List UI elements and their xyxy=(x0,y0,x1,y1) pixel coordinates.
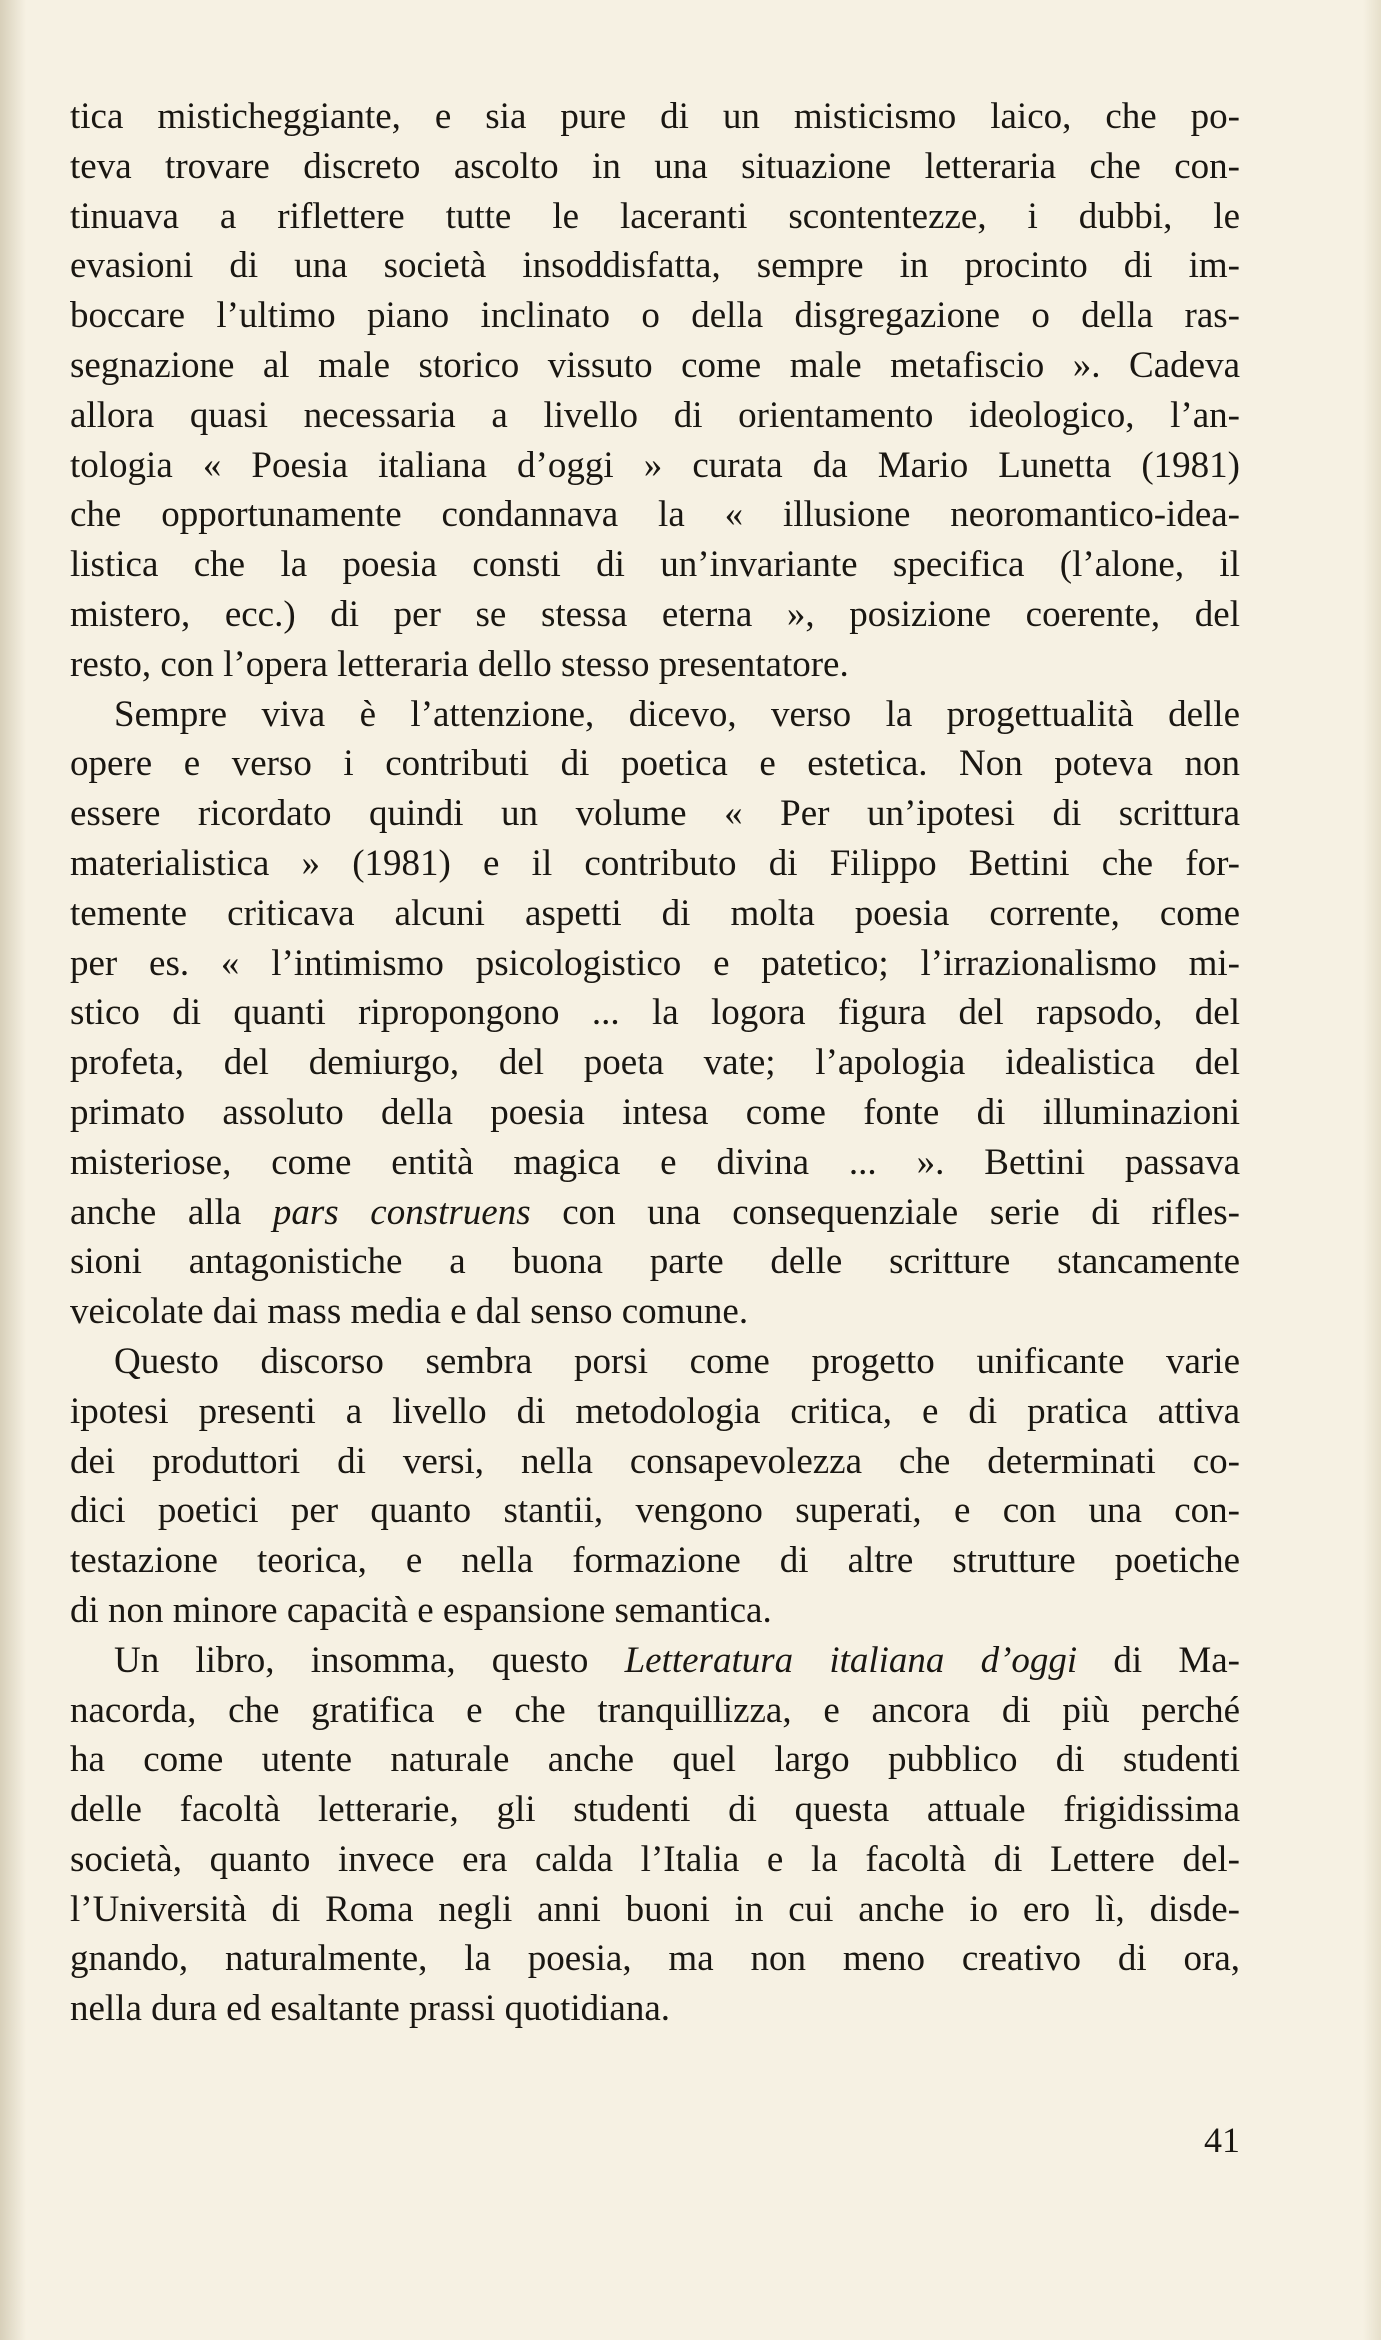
text-line: resto, con l’opera letteraria dello stesso presentatore. xyxy=(70,643,849,685)
text-line: che opportunamente condannava la « illusione neoromantico-idea- xyxy=(70,494,1240,536)
text-line: tica misticheggiante, e sia pure di un misticismo laico, che po- xyxy=(70,96,1240,137)
text-line xyxy=(70,1188,1240,1238)
text-line: teva trovare discreto ascolto in una situazione letteraria che con- xyxy=(70,145,1240,187)
text-line: stico di quanti ripropongono ... la logora figura del rapsodo, del xyxy=(70,992,1240,1034)
italic-term: pars construens xyxy=(272,1191,531,1233)
text-line xyxy=(70,1636,1240,1686)
text-line: dici poetici per quanto stantii, vengono superati, e con una con- xyxy=(70,1490,1240,1532)
text-line: evasioni di una società insoddisfatta, sempre in procinto di im- xyxy=(70,245,1240,287)
page-number: 41 xyxy=(1204,2120,1240,2160)
text-line: listica che la poesia consti di un’invariante specifica (l’alone, il xyxy=(70,544,1240,586)
text-line: nacorda, che gratifica e che tranquillizza, e ancora di più perché xyxy=(70,1689,1240,1731)
text-line: opere e verso i contributi di poetica e estetica. Non poteva non xyxy=(70,743,1240,785)
text-line: allora quasi necessaria a livello di orientamento ideologico, l’an- xyxy=(70,394,1240,436)
text-line: di non minore capacità e espansione semantica. xyxy=(70,1589,772,1631)
text-line: essere ricordato quindi un volume « Per un’ipotesi di scrittura xyxy=(70,793,1240,835)
text-line: testazione teorica, e nella formazione di altre strutture poetiche xyxy=(70,1540,1240,1582)
text-line: boccare l’ultimo piano inclinato o della disgregazione o della ras- xyxy=(70,295,1240,337)
page-shadow-left xyxy=(0,0,26,2340)
text-line: veicolate dai mass media e dal senso comune. xyxy=(70,1291,749,1333)
text-line: ha come utente naturale anche quel largo pubblico di studenti xyxy=(70,1739,1240,1781)
text-line: segnazione al male storico vissuto come male metafiscio ». Cadeva xyxy=(70,344,1240,386)
text-segment: con una consequenziale serie di rifles- xyxy=(530,1191,1240,1233)
text-line: società, quanto invece era calda l’Italia e la facoltà di Lettere del- xyxy=(70,1838,1240,1880)
text-segment: di Ma- xyxy=(1077,1639,1240,1681)
page-shadow-right xyxy=(1363,0,1381,2340)
italic-book-title: Letteratura italiana d’oggi xyxy=(624,1639,1078,1681)
text-segment: Un libro, insomma, questo xyxy=(114,1639,625,1681)
text-line: primato assoluto della poesia intesa come fonte di illuminazioni xyxy=(70,1091,1240,1133)
text-line: sioni antagonistiche a buona parte delle scritture stancamente xyxy=(70,1241,1240,1283)
text-line: ipotesi presenti a livello di metodologia critica, e di pratica attiva xyxy=(70,1390,1240,1432)
body-text xyxy=(70,92,1240,2034)
text-line: temente criticava alcuni aspetti di molta poesia corrente, come xyxy=(70,892,1240,934)
text-line: dei produttori di versi, nella consapevolezza che determinati co- xyxy=(70,1440,1240,1482)
text-segment: anche alla xyxy=(70,1191,273,1233)
text-line: nella dura ed esaltante prassi quotidiana. xyxy=(70,1988,671,2030)
text-line: gnando, naturalmente, la poesia, ma non meno creativo di ora, xyxy=(70,1938,1240,1980)
text-line: delle facoltà letterarie, gli studenti di questa attuale frigidissima xyxy=(70,1789,1240,1831)
text-line: tinuava a riflettere tutte le laceranti scontentezze, i dubbi, le xyxy=(70,195,1240,237)
text-line: profeta, del demiurgo, del poeta vate; l’apologia idealistica del xyxy=(70,1042,1240,1084)
text-line: l’Università di Roma negli anni buoni in cui anche io ero lì, disde- xyxy=(70,1888,1240,1930)
text-line: Sempre viva è l’attenzione, dicevo, verso la progettualità delle xyxy=(114,693,1240,735)
text-line: misteriose, come entità magica e divina ... ». Bettini passava xyxy=(70,1141,1240,1183)
text-line: tologia « Poesia italiana d’oggi » curata da Mario Lunetta (1981) xyxy=(70,444,1240,486)
text-line: materialistica » (1981) e il contributo di Filippo Bettini che for- xyxy=(70,842,1240,884)
text-line: Questo discorso sembra porsi come progetto unificante varie xyxy=(114,1340,1240,1382)
text-line: per es. « l’intimismo psicologistico e patetico; l’irrazionalismo mi- xyxy=(70,942,1240,984)
text-line: mistero, ecc.) di per se stessa eterna », posizione coerente, del xyxy=(70,593,1240,635)
